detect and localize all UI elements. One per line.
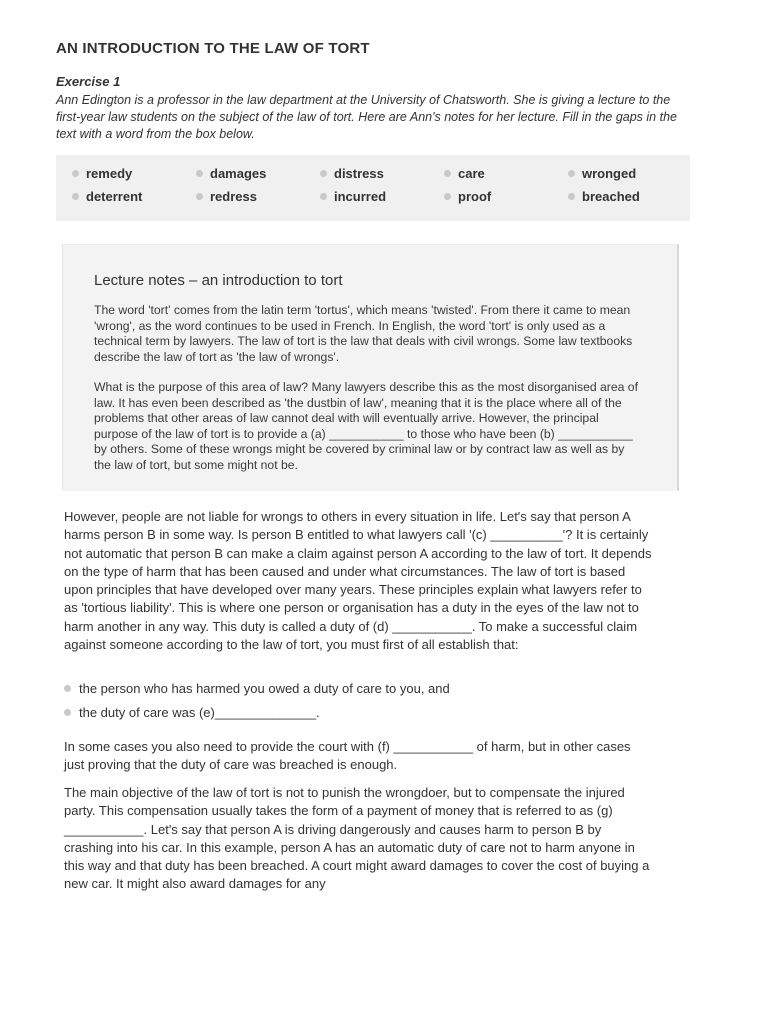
bullet-dot-icon bbox=[72, 170, 79, 177]
lecture-notes-panel bbox=[62, 244, 679, 491]
word-box-item: proof bbox=[444, 189, 491, 204]
body-paragraph: However, people are not liable for wrongs to others in every situation in life. Let's say that person A harms person B in some way. Is person B entitled to what lawyers call '(c) __________'? It is certainly not automatic that person B can make a claim against person A according to the law of tort. It depends on the type of harm that has been caused and under what circumstances. The law of tort is based upon principles that have developed over many years. These principles explain what lawyers refer to as 'tortious liability'. This is where one person or organisation has a duty in the eyes of the law not to harm another in any way. This duty is called a duty of (d) ___________. To make a successful claim against someone according to the law of tort, you must first of all establish that: bbox=[64, 509, 652, 653]
bullet-dot-icon bbox=[444, 170, 451, 177]
bullet-dot-icon bbox=[64, 685, 71, 692]
word-box-item: remedy bbox=[72, 166, 132, 181]
bullet-dot-icon bbox=[72, 193, 79, 200]
body-paragraph: In some cases you also need to provide the court with (f) ___________ of harm, but in other cases just proving that the duty of care was breached is enough. bbox=[64, 739, 631, 773]
bullet-dot-icon bbox=[320, 193, 327, 200]
bullet-dot-icon bbox=[196, 170, 203, 177]
word-box bbox=[56, 155, 690, 221]
lecture-notes-paragraph: The word 'tort' comes from the latin term 'tortus', which means 'twisted'. From there it came to mean 'wrong', as the word continues to be used in French. In English, the word 'tort' is only used as a technical term by lawyers. The law of tort is the law that deals with civil wrongs. Some law textbooks describe the law of tort as 'the law of wrongs'. bbox=[94, 303, 633, 364]
exercise-heading: Exercise 1 bbox=[56, 74, 121, 89]
word-box-item: deterrent bbox=[72, 189, 142, 204]
word-box-item: care bbox=[444, 166, 485, 181]
word-box-item: wronged bbox=[568, 166, 636, 181]
bullet-dot-icon bbox=[320, 170, 327, 177]
word-box-item: damages bbox=[196, 166, 266, 181]
word-box-item: distress bbox=[320, 166, 384, 181]
page-title: AN INTRODUCTION TO THE LAW OF TORT bbox=[56, 40, 370, 57]
body-paragraph: The main objective of the law of tort is not to punish the wrongdoer, but to compensate the injured party. This compensation usually takes the form of a payment of money that is referred to as (g) ___________. Let's say that person A is driving dangerously and causes harm to person B by crashing into his car. In this example, person A has an automatic duty of care not to harm anyone in this way and that duty has been breached. A court might award damages to cover the cost of buying a new car. It might also award damages for any bbox=[64, 785, 650, 892]
word-box-item: breached bbox=[568, 189, 640, 204]
word-box-item: incurred bbox=[320, 189, 386, 204]
bullet-item: the duty of care was (e)______________. bbox=[64, 705, 320, 720]
bullet-dot-icon bbox=[568, 170, 575, 177]
lecture-notes-title: Lecture notes – an introduction to tort bbox=[94, 272, 343, 289]
bullet-item: the person who has harmed you owed a duty of care to you, and bbox=[64, 681, 450, 696]
bullet-dot-icon bbox=[568, 193, 575, 200]
lecture-notes-paragraph: What is the purpose of this area of law? Many lawyers describe this as the most disorganised area of law. It has even been described as 'the dustbin of law', meaning that it is the place where all of the problems that other areas of law cannot deal with will eventually arrive. However, the principal purpose of the law of tort is to provide a (a) ___________ to those who have been (b) ___________ by others. Some of these wrongs might be covered by criminal law or by contract law as well as by the law of tort, but some might not be. bbox=[94, 380, 638, 472]
word-box-item: redress bbox=[196, 189, 257, 204]
bullet-dot-icon bbox=[444, 193, 451, 200]
bullet-dot-icon bbox=[64, 709, 71, 716]
bullet-dot-icon bbox=[196, 193, 203, 200]
exercise-instructions: Ann Edington is a professor in the law department at the University of Chatsworth. She is giving a lecture to the first-year law students on the subject of the law of tort. Here are Ann's notes for her lecture. Fill in the gaps in the text with a word from the box below. bbox=[56, 93, 677, 141]
